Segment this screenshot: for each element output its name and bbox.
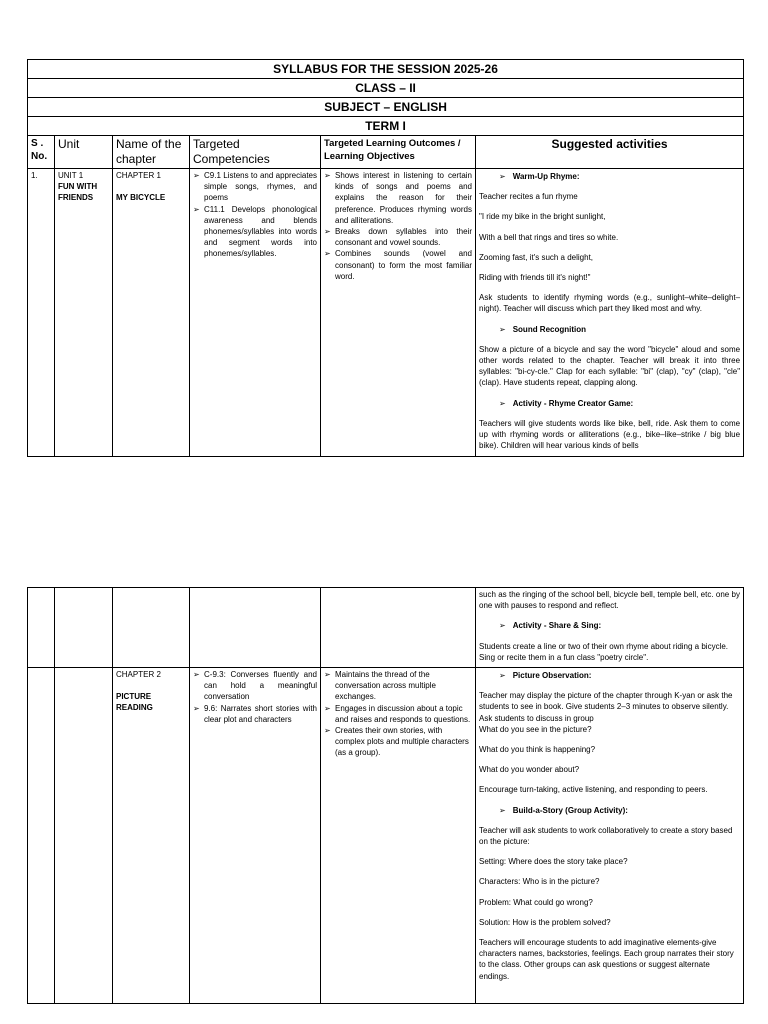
table-row <box>28 169 744 457</box>
activity-text: such as the ringing of the school bell, bicycle bell, temple bell, etc. one by one with pauses to respond and reflect. <box>479 590 740 611</box>
col-header-chapter: Name of the chapter <box>113 136 190 169</box>
outcome-item: ➢ Maintains the thread of the conversation across multiple exchanges. <box>324 669 472 703</box>
unit-number: UNIT 1 <box>58 171 84 180</box>
outcome-item: ➢ Combines sounds (vowel and consonant) to form the most familiar word. <box>324 248 472 282</box>
row2-activities <box>476 668 744 1004</box>
chapter-number: CHAPTER 1 <box>116 171 161 180</box>
competency-item: ➢ C9.1 Listens to and appreciates simple songs, rhymes, and poems <box>193 170 317 204</box>
syllabus-title: SYLLABUS FOR THE SESSION 2025-26 <box>28 60 744 79</box>
col-header-unit: Unit <box>55 136 113 169</box>
chapter-name: PICTURE READING <box>116 692 153 713</box>
activity-text: Teacher may display the picture of the chapter through K-yan or ask the students to see in book. Give students 2–3 minutes to observe silently. Ask students to discuss in group <box>479 691 733 723</box>
activity-title: ➢ Activity - Share & Sing: <box>479 620 740 631</box>
rhyme-line: "I ride my bike in the bright sunlight, <box>479 212 606 222</box>
activity-text: Teachers will give students words like bike, bell, ride. Ask them to come up with rhyming words or alliterations (e.g., bike–like–strike / big blue bike). Children will hear various kinds of bells <box>479 418 741 451</box>
row2-chapter <box>113 668 190 1004</box>
col-header-activities: Suggested activities <box>476 136 744 169</box>
story-element: Problem: What could go wrong? <box>479 897 593 907</box>
outcome-item: ➢ Shows interest in listening to certain kinds of songs and poems and explains the reason for their preference. Produces rhyming words and alliterations. <box>324 170 472 226</box>
col-header-outcomes: Targeted Learning Outcomes / Learning Objectives <box>321 136 476 169</box>
rhyme-line: Zooming fast, it's such a delight, <box>479 252 594 262</box>
competency-item: ➢ 9.6: Narrates short stories with clear plot and characters <box>193 703 317 725</box>
activity-text: Teachers will encourage students to add imaginative elements-give characters names, backstories, feelings. Each group narrates their story to the class. Other groups can ask questions or suggest alternate endings. <box>479 938 734 981</box>
row1-sno: 1. <box>28 169 55 457</box>
activity-title: ➢ Picture Observation: <box>479 670 740 681</box>
row1-competencies <box>190 169 321 457</box>
activity-title: ➢ Activity - Rhyme Creator Game: <box>479 398 740 409</box>
activity-text: Ask students to identify rhyming words (e.g., sunlight–white–delight–night). Teacher will discuss which part they liked most and why. <box>479 293 741 314</box>
activity-title: ➢ Sound Recognition <box>479 324 740 335</box>
discussion-question: What do you think is happening? <box>479 745 596 755</box>
activity-text: Encourage turn-taking, active listening, and responding to peers. <box>479 785 708 795</box>
story-element: Solution: How is the problem solved? <box>479 917 611 927</box>
activity-text: Teacher recites a fun rhyme <box>479 192 578 202</box>
competency-item: ➢ C11.1 Develops phonological awareness and blends phonemes/syllables into words and segment words into phonemes/syllables. <box>193 204 317 260</box>
row1-unit <box>55 169 113 457</box>
row1-outcomes <box>321 169 476 457</box>
story-element: Characters: Who is in the picture? <box>479 877 600 887</box>
rhyme-line: With a bell that rings and tires so white. <box>479 232 619 242</box>
syllabus-table-page2 <box>27 587 744 1004</box>
discussion-question: What do you see in the picture? <box>479 724 592 734</box>
outcome-item: ➢ Breaks down syllables into their consonant and vowel sounds. <box>324 226 472 248</box>
subject-title: SUBJECT – ENGLISH <box>28 98 744 117</box>
table-row <box>28 668 744 1004</box>
unit-name: FUN WITH FRIENDS <box>58 182 98 203</box>
row2-outcomes <box>321 668 476 1004</box>
outcome-item: ➢ Creates their own stories, with complex plots and multiple characters (as a group). <box>324 725 472 759</box>
activity-text: Show a picture of a bicycle and say the word "bicycle" aloud and some other words related to the chapter. Teacher will break it into three syllables: "bi-cy-cle." Clap for each syllable: "bi" (clap), "cy" (clap), "cle" (clap). Have students repeat, clapping along. <box>479 344 741 388</box>
row1-activities-continued <box>476 588 744 668</box>
activity-text: Teacher will ask students to work collaboratively to create a story based on the picture: <box>479 825 733 847</box>
activity-title: ➢ Build-a-Story (Group Activity): <box>479 805 740 816</box>
row1-chapter <box>113 169 190 457</box>
chapter-number: CHAPTER 2 <box>116 670 161 679</box>
story-element: Setting: Where does the story take place? <box>479 857 628 867</box>
row2-competencies <box>190 668 321 1004</box>
col-header-competencies: Targeted Competencies <box>190 136 321 169</box>
outcome-item: ➢ Engages in discussion about a topic and raises and responds to questions. <box>324 703 472 725</box>
discussion-question: What do you wonder about? <box>479 765 580 775</box>
activity-title: ➢ Warm-Up Rhyme: <box>479 171 740 182</box>
class-title: CLASS – II <box>28 79 744 98</box>
syllabus-table-page1 <box>27 59 744 457</box>
col-header-sno: S . No. <box>28 136 55 169</box>
row1-activities <box>476 169 744 457</box>
activity-text: Students create a line or two of their own rhyme about riding a bicycle. Sing or recite them in a fun class "poetry circle". <box>479 641 729 662</box>
term-title: TERM I <box>28 117 744 136</box>
rhyme-line: Riding with friends till it's night!" <box>479 273 591 283</box>
table-row <box>28 588 744 668</box>
chapter-name: MY BICYCLE <box>116 193 166 203</box>
competency-item: ➢ C-9.3: Converses fluently and can hold a meaningful conversation <box>193 669 317 703</box>
